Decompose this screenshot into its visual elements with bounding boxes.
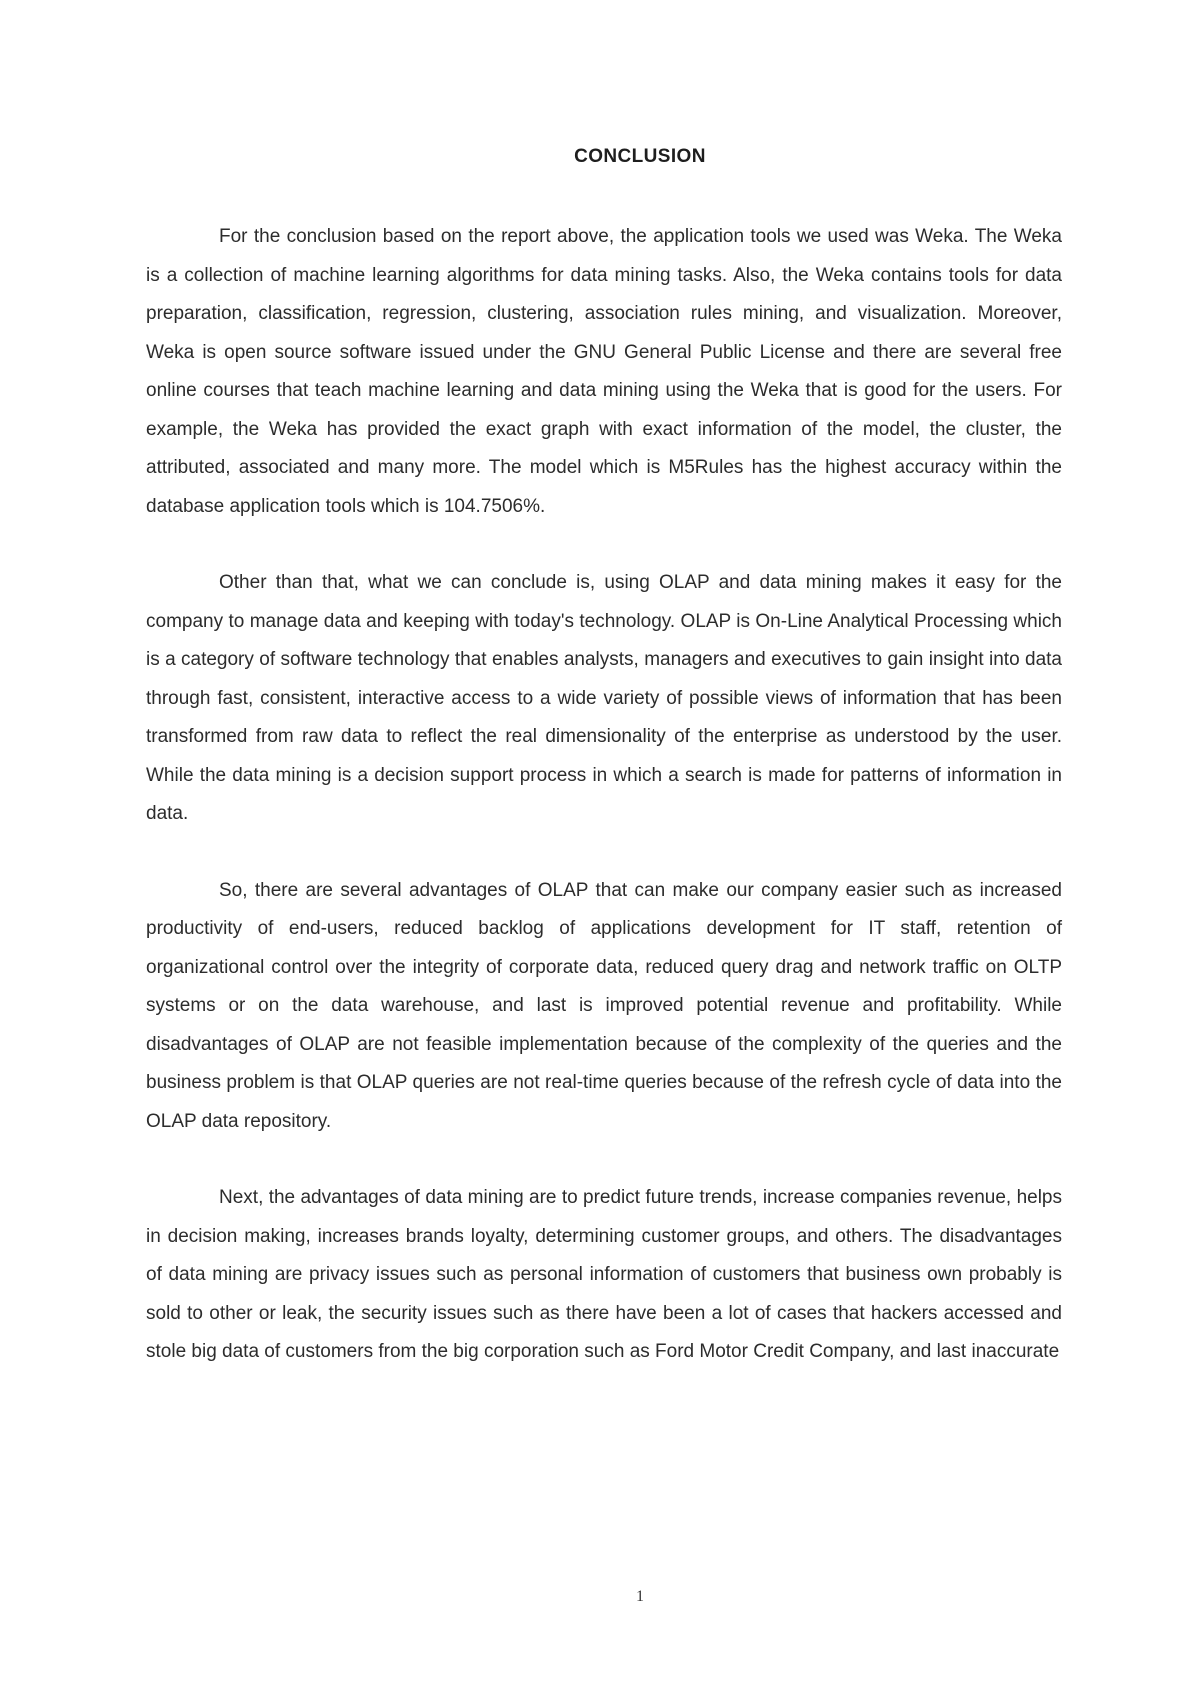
body-text xyxy=(146,218,1062,1410)
paragraph-olap-data-mining: Other than that, what we can conclude is, using OLAP and data mining makes it easy for the company to manage data and keeping with today's technology. OLAP is On-Line Analytical Processing which is a category of software technology that enables analysts, managers and executives to gain insight into data through fast, consistent, interactive access to a wide variety of possible views of information that has been transformed from raw data to reflect the real dimensionality of the enterprise as understood by the user. While the data mining is a decision support process in which a search is made for patterns of information in data. xyxy=(146,572,1062,824)
page-title: CONCLUSION xyxy=(574,146,706,167)
paragraph-weka: For the conclusion based on the report above, the application tools we used was Weka. The Weka is a collection of machine learning algorithms for data mining tasks. Also, the Weka contains tools for data preparation, classification, regression, clustering, association rules mining, and visualization. Moreover, Weka is open source software issued under the GNU General Public License and there are several free online courses that teach machine learning and data mining using the Weka that is good for the users. For example, the Weka has provided the exact graph with exact information of the model, the cluster, the attributed, associated and many more. The model which is M5Rules has the highest accuracy within the database application tools which is 104.7506%. xyxy=(146,226,1062,517)
page-number: 1 xyxy=(636,1588,644,1605)
paragraph-data-mining-advantages: Next, the advantages of data mining are to predict future trends, increase companies revenue, helps in decision making, increases brands loyalty, determining customer groups, and others. The disadvantages of data mining are privacy issues such as personal information of customers that business own probably is sold to other or leak, the security issues such as there have been a lot of cases that hackers accessed and stole big data of customers from the big corporation such as Ford Motor Credit Company, and last inaccurate xyxy=(146,1187,1062,1362)
paragraph-olap-advantages: So, there are several advantages of OLAP that can make our company easier such as increased productivity of end-users, reduced backlog of applications development for IT staff, retention of organizational control over the integrity of corporate data, reduced query drag and network traffic on OLTP systems or on the data warehouse, and last is improved potential revenue and profitability. While disadvantages of OLAP are not feasible implementation because of the complexity of the queries and the business problem is that OLAP queries are not real-time queries because of the refresh cycle of data into the OLAP data repository. xyxy=(146,879,1062,1132)
